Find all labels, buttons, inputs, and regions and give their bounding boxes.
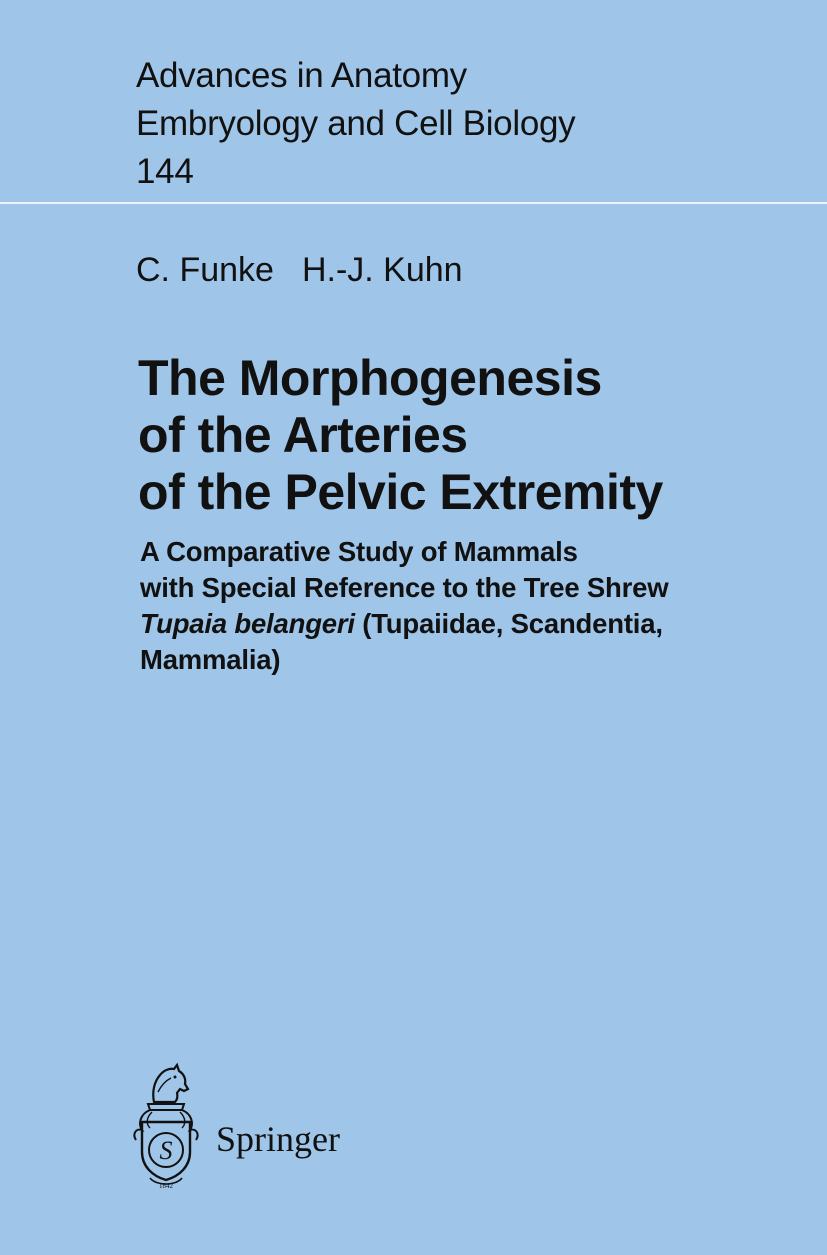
svg-text:S: S [159, 1136, 173, 1165]
title-line-1: The Morphogenesis [138, 350, 602, 406]
authors [136, 250, 463, 290]
divider-rule [0, 202, 827, 204]
author-2: H.-J. Kuhn [301, 251, 463, 289]
publisher-name: Springer [216, 1119, 340, 1159]
author-1: C. Funke [136, 251, 274, 289]
taxonomy-text: (Tupaiidae, Scandentia, [354, 608, 663, 639]
species-name: Tupaia belangeri [140, 608, 355, 639]
publisher-imprint [128, 1062, 388, 1192]
book-title [138, 350, 663, 521]
subtitle-line-4: Mammalia) [140, 644, 281, 675]
title-line-2: of the Arteries [138, 407, 468, 463]
title-line-3: of the Pelvic Extremity [138, 464, 663, 520]
springer-knight-logo-icon [128, 1062, 204, 1192]
series-title [136, 52, 575, 196]
subtitle-line-3 [140, 606, 668, 642]
subtitle-line-1: A Comparative Study of Mammals [140, 536, 578, 567]
volume-number: 144 [136, 152, 194, 191]
book-subtitle [140, 534, 668, 678]
subtitle-line-2: with Special Reference to the Tree Shrew [140, 572, 669, 603]
svg-text:1842: 1842 [159, 1182, 173, 1190]
series-line-1: Advances in Anatomy [136, 56, 467, 95]
series-line-2: Embryology and Cell Biology [136, 104, 576, 143]
